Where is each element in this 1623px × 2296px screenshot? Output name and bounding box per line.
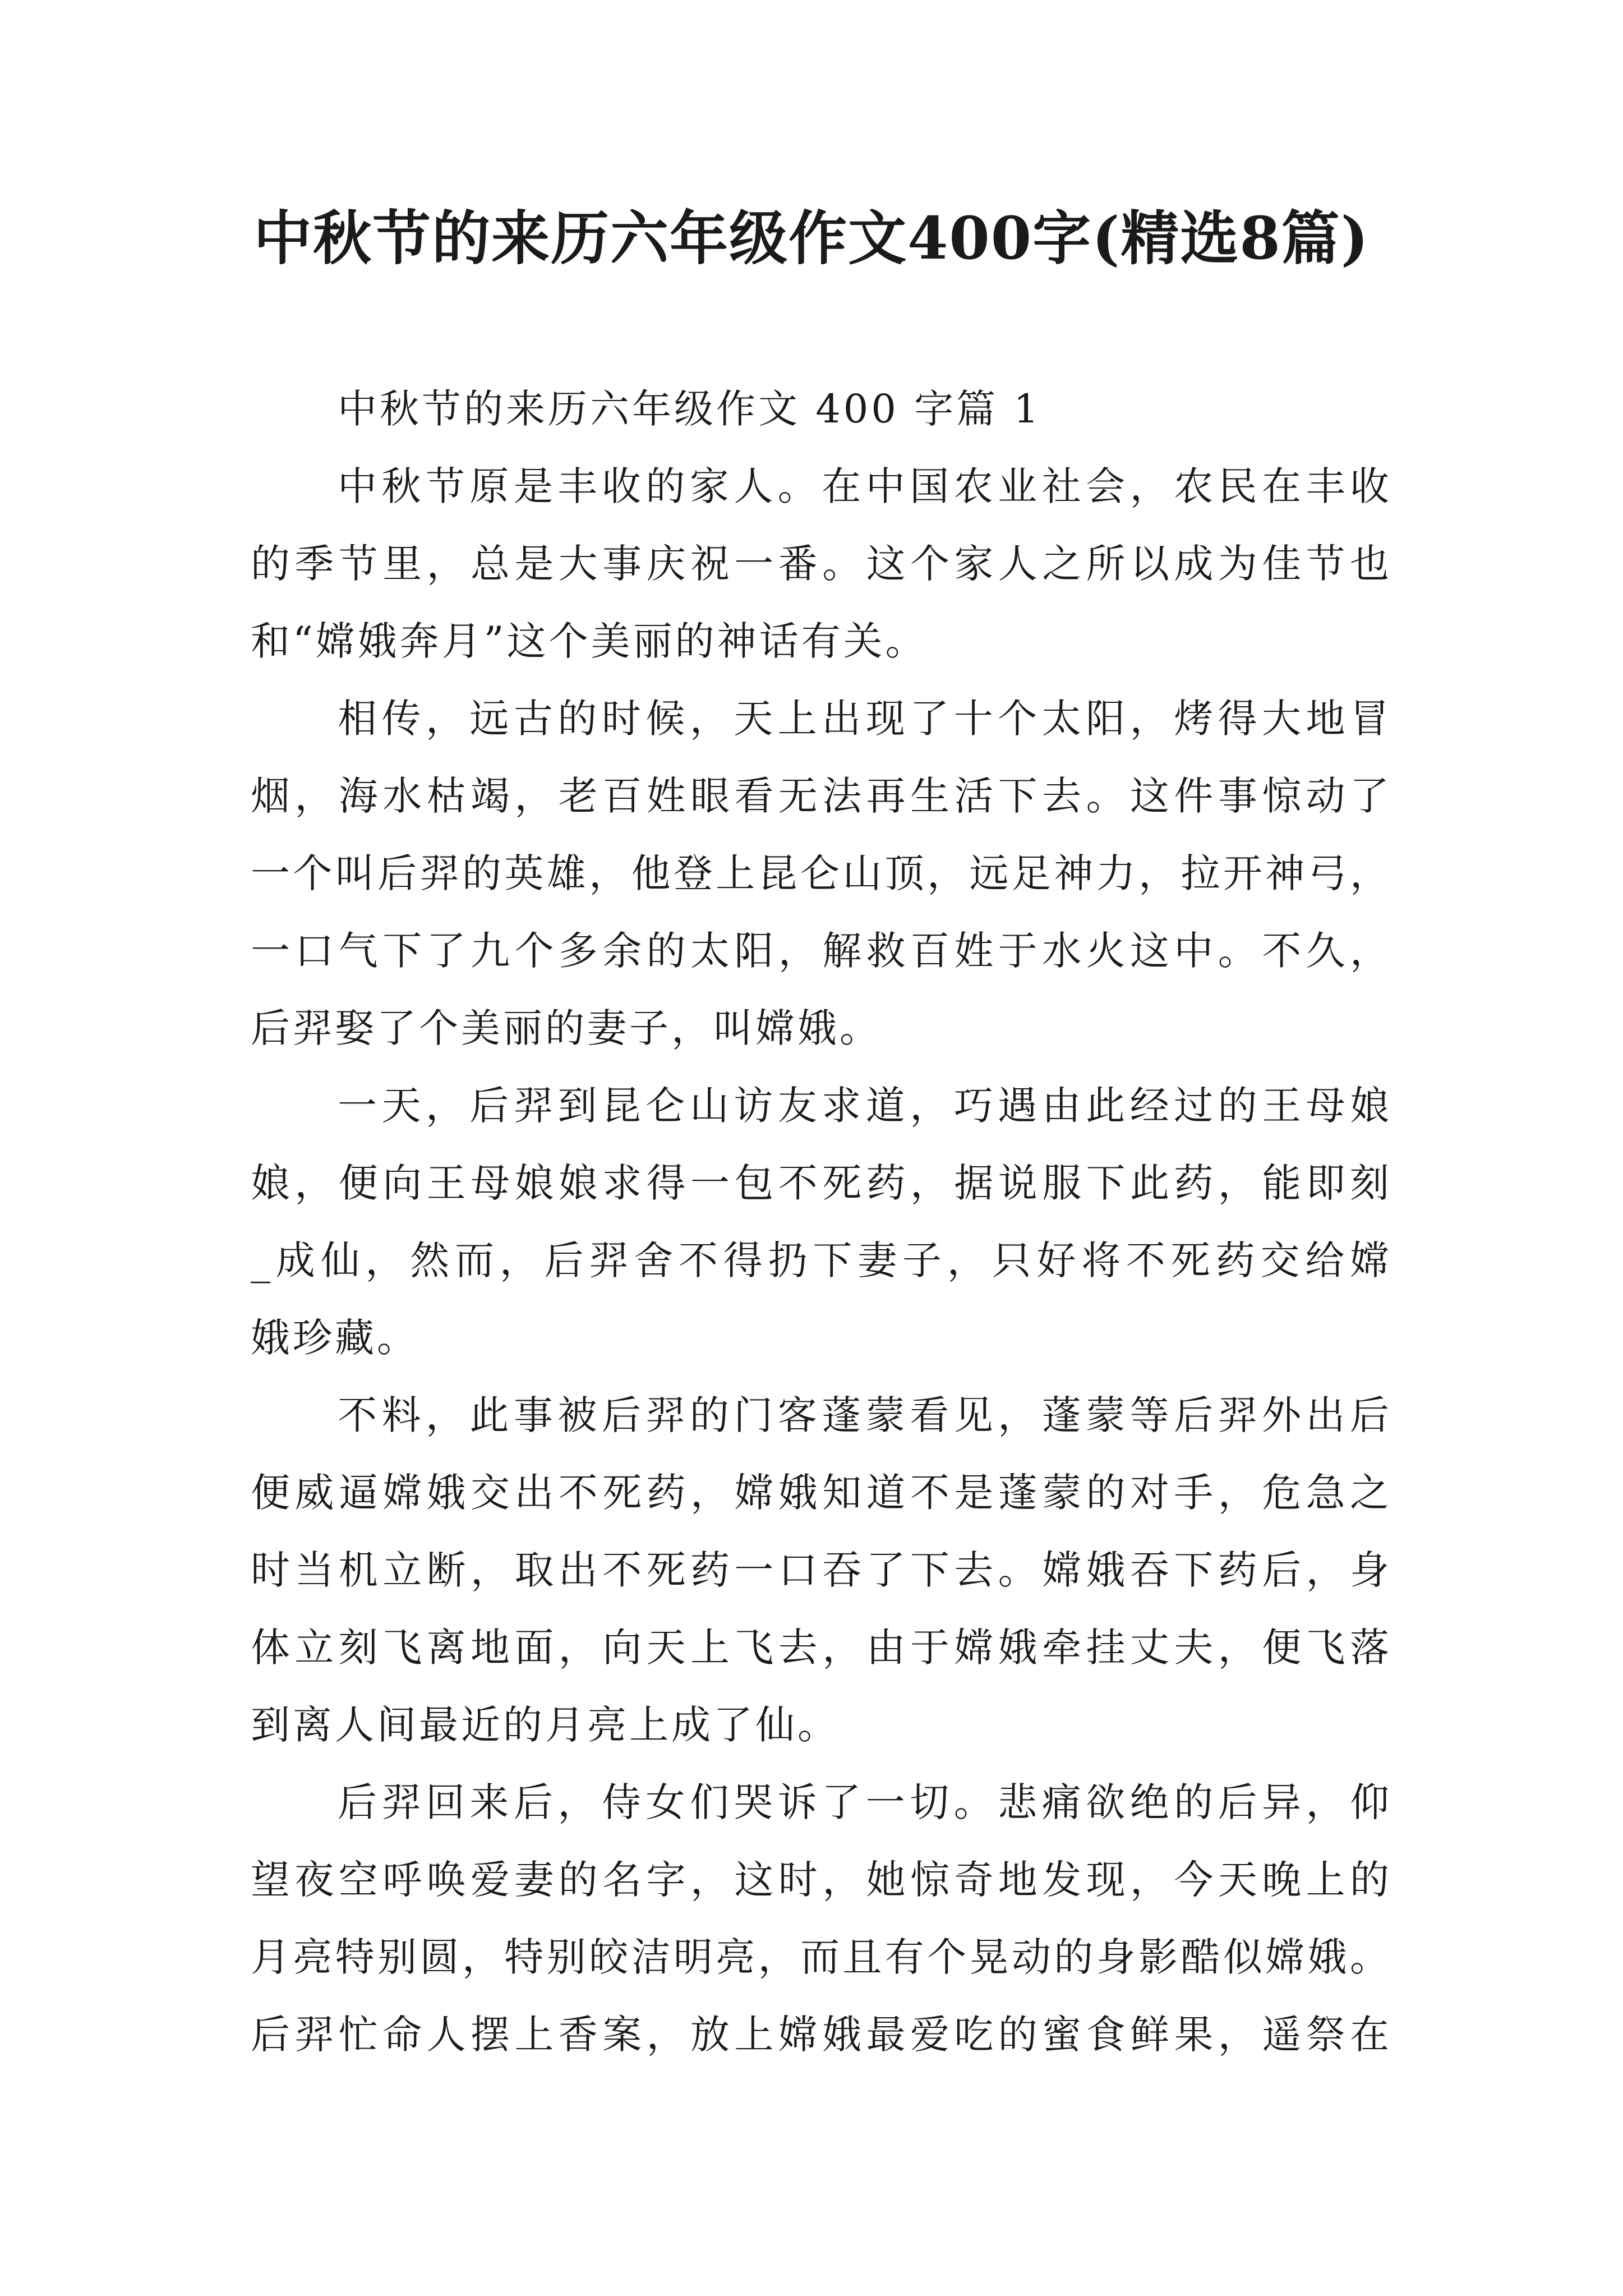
paragraph-line: 娘，便向王母娘娘求得一包不死药，据说服下此药，能即刻	[251, 1160, 1392, 1206]
paragraph-line: 不料，此事被后羿的门客蓬蒙看见，蓬蒙等后羿外出后	[338, 1392, 1392, 1438]
paragraph-line: 一个叫后羿的英雄，他登上昆仑山顶，远足神力，拉开神弓，	[251, 850, 1392, 896]
paragraph-line: 一口气下了九个多余的太阳，解救百姓于水火这中。不久，	[251, 928, 1392, 974]
paragraph-line: 到离人间最近的月亮上成了仙。	[251, 1702, 840, 1748]
paragraph-line: 烟，海水枯竭，老百姓眼看无法再生活下去。这件事惊动了	[251, 773, 1392, 819]
paragraph-line: 的季节里，总是大事庆祝一番。这个家人之所以成为佳节也	[251, 541, 1392, 587]
paragraph-line: 体立刻飞离地面，向天上飞去，由于嫦娥牵挂丈夫，便飞落	[251, 1625, 1392, 1671]
paragraph-line: 便威逼嫦娥交出不死药，嫦娥知道不是蓬蒙的对手，危急之	[251, 1470, 1392, 1516]
paragraph-line: _成仙，然而，后羿舍不得扔下妻子，只好将不死药交给嫦	[251, 1237, 1392, 1283]
document-title: 中秋节的来历六年级作文400字(精选8篇)	[253, 204, 1370, 273]
paragraph-line: 月亮特别圆，特别皎洁明亮，而且有个晃动的身影酷似嫦娥。	[251, 1934, 1392, 1980]
paragraph-line: 一天，后羿到昆仑山访友求道，巧遇由此经过的王母娘	[338, 1083, 1392, 1129]
paragraph-line: 中秋节原是丰收的家人。在中国农业社会，农民在丰收	[338, 463, 1392, 509]
paragraph-line: 后羿娶了个美丽的妻子，叫嫦娥。	[251, 1005, 882, 1051]
document-body	[251, 370, 1392, 2073]
paragraph-line: 时当机立断，取出不死药一口吞了下去。嫦娥吞下药后，身	[251, 1547, 1392, 1593]
paragraph-line: 和“嫦娥奔月”这个美丽的神话有关。	[251, 618, 928, 664]
paragraph-line: 后羿回来后，侍女们哭诉了一切。悲痛欲绝的后异，仰	[338, 1779, 1392, 1825]
section-heading: 中秋节的来历六年级作文 400 字篇 1	[338, 386, 1041, 432]
paragraph-line: 后羿忙命人摆上香案，放上嫦娥最爱吃的蜜食鲜果，遥祭在	[251, 2012, 1392, 2058]
paragraph-line: 娥珍藏。	[251, 1315, 419, 1361]
paragraph-line: 望夜空呼唤爱妻的名字，这时，她惊奇地发现，今天晚上的	[251, 1857, 1392, 1903]
paragraph-line: 相传，远古的时候，天上出现了十个太阳，烤得大地冒	[338, 696, 1392, 742]
